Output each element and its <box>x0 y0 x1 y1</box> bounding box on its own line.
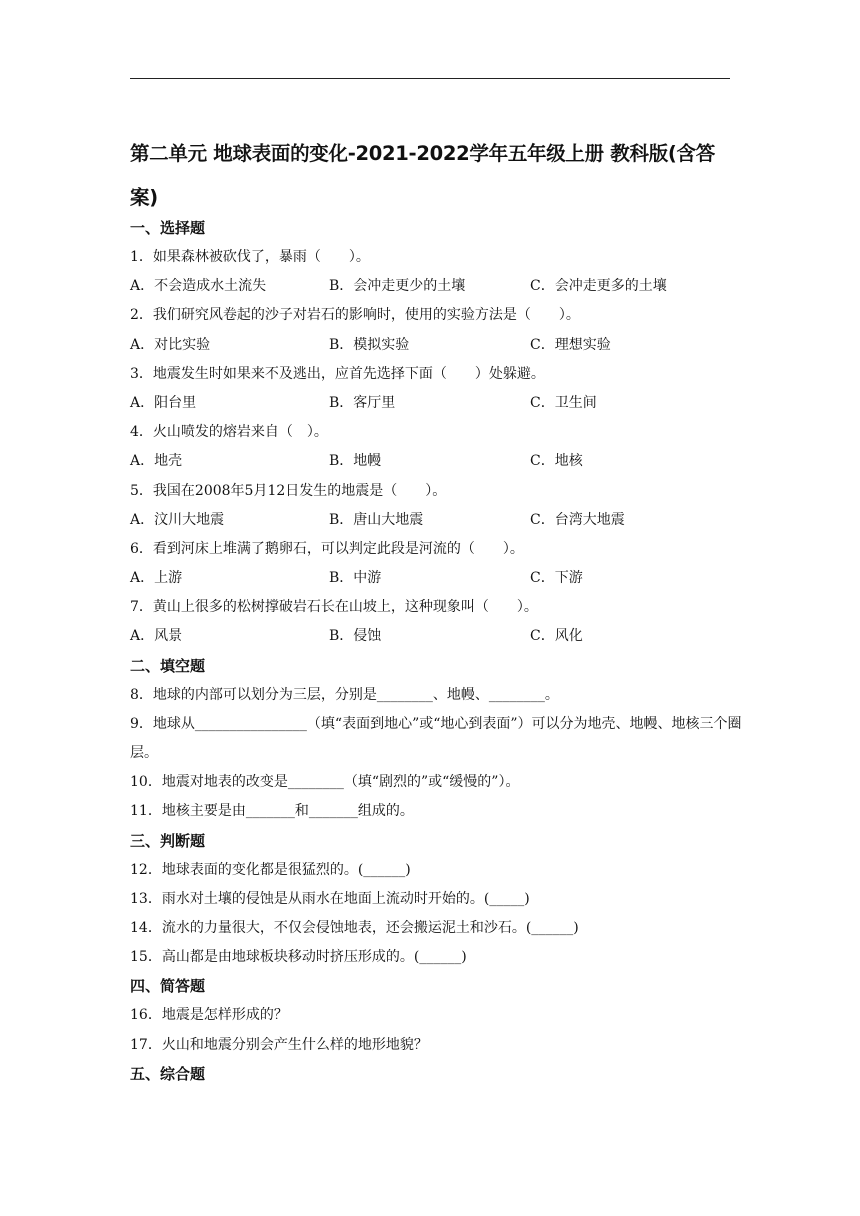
option-c: C．会冲走更多的土壤 <box>530 278 667 295</box>
option-a: A．阳台里 <box>130 394 197 411</box>
question-text: 12．地球表面的变化都是很猛烈的。(______) <box>130 861 411 878</box>
option-b: B．客厅里 <box>329 394 396 411</box>
options-row <box>130 506 742 535</box>
section-heading: 三、判断题 <box>130 831 206 850</box>
question-text: 2．我们研究风卷起的沙子对岩石的影响时，使用的实验方法是（ ）。 <box>130 307 580 324</box>
option-c: C．台湾大地震 <box>530 511 625 528</box>
options-row <box>130 564 742 593</box>
options-row <box>130 447 742 476</box>
question-text: 13．雨水对土壤的侵蚀是从雨水在地面上流动时开始的。(_____) <box>130 890 530 907</box>
option-b: B．侵蚀 <box>329 628 382 645</box>
option-a: A．上游 <box>130 570 183 587</box>
document-title: 第二单元 地球表面的变化-2021-2022学年五年级上册 教科版(含答案) <box>130 142 715 209</box>
question-text: 17．火山和地震分别会产生什么样的地形地貌？ <box>130 1036 428 1053</box>
question-list <box>130 214 742 1089</box>
option-c: C．下游 <box>530 570 583 587</box>
question-text: 5．我国在2008年5月12日发生的地震是（ ）。 <box>130 482 447 499</box>
options-row <box>130 272 742 301</box>
option-b: B．唐山大地震 <box>329 511 424 528</box>
question-text: 4．火山喷发的熔岩来自（ ）。 <box>130 424 328 441</box>
options-row <box>130 622 742 651</box>
question-text: 14．流水的力量很大，不仅会侵蚀地表，还会搬运泥土和沙石。(______) <box>130 919 579 936</box>
option-a: A．地壳 <box>130 453 183 470</box>
question-text: 15．高山都是由地球板块移动时挤压形成的。(______) <box>130 949 467 966</box>
option-c: C．风化 <box>530 628 583 645</box>
option-b: B．中游 <box>329 570 382 587</box>
question-text: 6．看到河床上堆满了鹅卵石，可以判定此段是河流的（ ）。 <box>130 540 524 557</box>
option-c: C．卫生间 <box>530 394 597 411</box>
section-heading: 二、填空题 <box>130 656 206 675</box>
question-text: 7．黄山上很多的松树撑破岩石长在山坡上，这种现象叫（ ）。 <box>130 599 538 616</box>
section-heading: 一、选择题 <box>130 219 206 237</box>
option-a: A．对比实验 <box>130 336 211 353</box>
option-a: A．汶川大地震 <box>130 511 225 528</box>
option-b: B．地幔 <box>329 453 382 470</box>
question-text: 16．地震是怎样形成的？ <box>130 1007 288 1024</box>
option-b: B．模拟实验 <box>329 336 410 353</box>
question-text: 11．地核主要是由_______和_______组成的。 <box>130 803 414 820</box>
question-text: 10．地震对地表的改变是________（填“剧烈的”或“缓慢的”）。 <box>130 774 520 791</box>
question-text: 9．地球从________________（填“表面到地心”或“地心到表面”）可以分为地壳、地幔、地核三个圈层。 <box>130 715 742 762</box>
options-row <box>130 389 742 418</box>
option-a: A．不会造成水土流失 <box>130 278 267 295</box>
option-c: C．地核 <box>530 453 583 470</box>
option-c: C．理想实验 <box>530 336 611 353</box>
options-row <box>130 331 742 360</box>
question-text: 1．如果森林被砍伐了，暴雨（ ）。 <box>130 249 370 265</box>
question-text: 8．地球的内部可以划分为三层，分别是________、地幔、________。 <box>130 686 559 703</box>
section-heading: 四、简答题 <box>130 977 206 996</box>
option-b: B．会冲走更少的土壤 <box>329 278 466 295</box>
section-heading: 五、综合题 <box>130 1064 206 1083</box>
option-a: A．风景 <box>130 628 183 645</box>
question-text: 3．地震发生时如果来不及逃出，应首先选择下面（ ）处躲避。 <box>130 365 545 382</box>
header-rule <box>130 78 730 79</box>
